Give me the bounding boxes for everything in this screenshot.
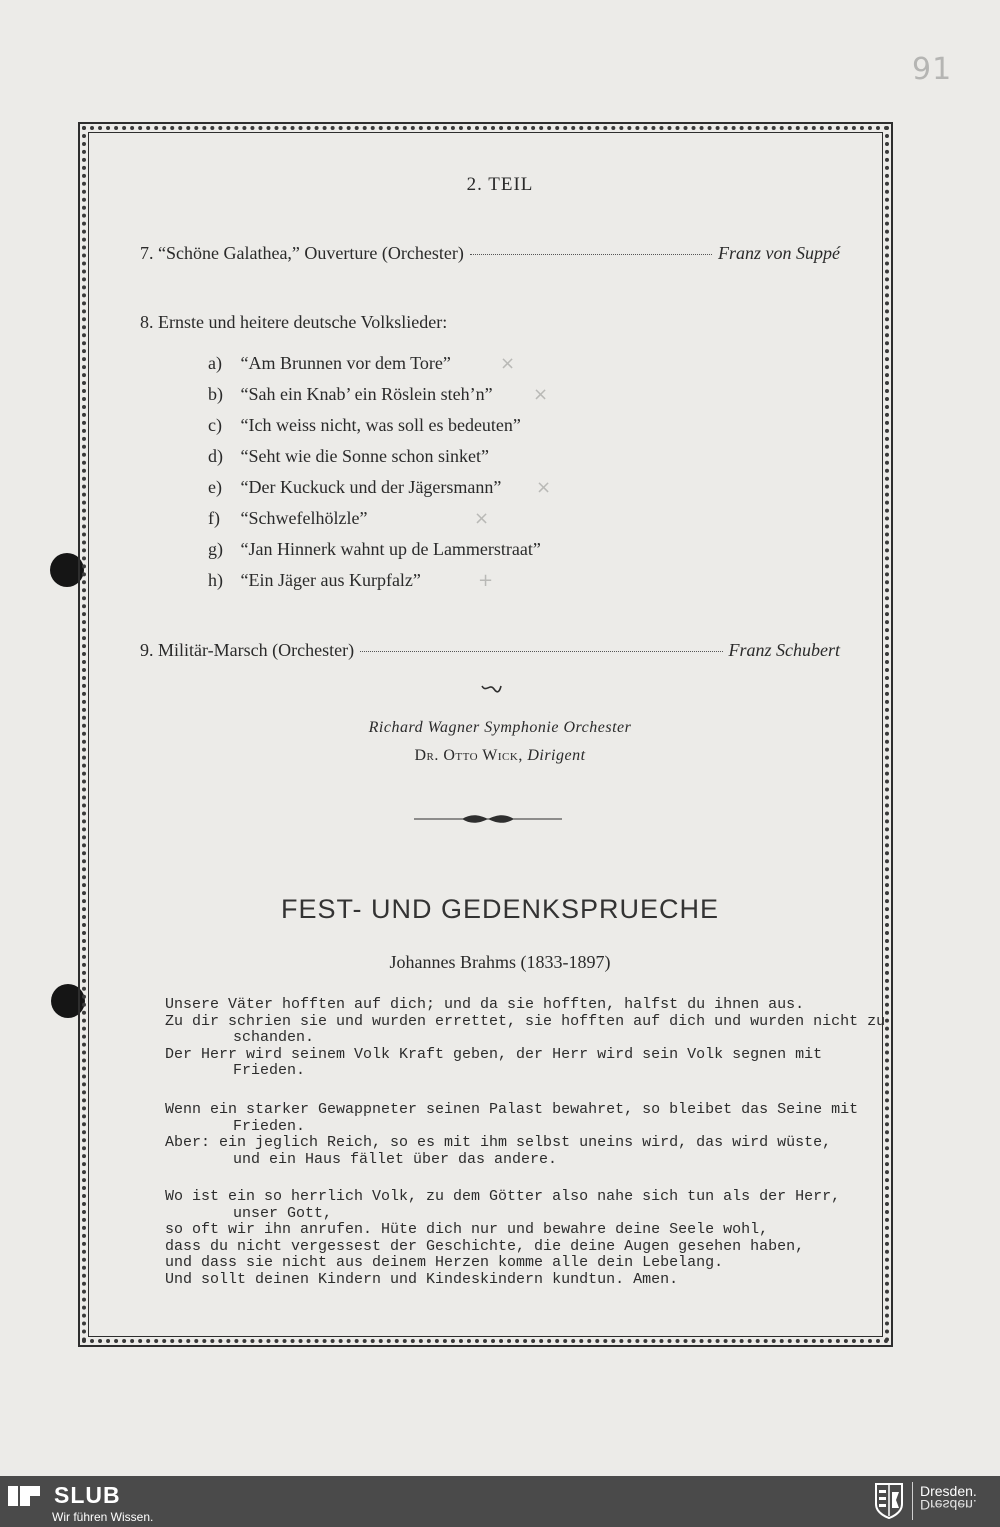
pencil-annotation: 91	[912, 52, 953, 87]
list-item: e) “Der Kuckuck und der Jägersmann” ×	[208, 477, 552, 498]
city-crest-icon	[874, 1482, 904, 1520]
list-item: d) “Seht wie die Sonne schon sinket”	[208, 446, 489, 466]
section-subtitle: Johannes Brahms (1833-1897)	[389, 952, 611, 972]
pencil-mark: ×	[474, 508, 490, 529]
verse-line: schanden.	[233, 1029, 315, 1046]
brand-tagline: Wir führen Wissen.	[52, 1510, 154, 1524]
pencil-mark: ×	[533, 384, 549, 405]
program-item-9-title: 9. Militär-Marsch (Orchester)	[140, 640, 355, 660]
list-item: b) “Sah ein Knab’ ein Röslein steh’n” ×	[208, 384, 549, 405]
verse-line: Und sollt deinen Kindern und Kindeskindern kundtun. Amen.	[165, 1270, 679, 1288]
list-item: a) “Am Brunnen vor dem Tore” ×	[208, 353, 516, 374]
program-item-7-composer: Franz von Suppé	[718, 243, 840, 263]
conductor-line	[0, 747, 1000, 765]
program-item-7-title: 7. “Schöne Galathea,” Ouverture (Orchester)	[140, 243, 464, 263]
footer-divider	[912, 1482, 913, 1520]
divider-ornament-icon	[414, 812, 562, 826]
pencil-mark: +	[478, 570, 494, 591]
pencil-mark: ×	[536, 477, 552, 498]
conductor-name: Dr. Otto Wick,	[414, 747, 523, 764]
brand-name: SLUB	[54, 1482, 121, 1508]
part-title: 2. TEIL	[466, 174, 534, 195]
verse-line: Zu dir schrien sie und wurden errettet, sie hofften auf dich und wurden nicht zu	[165, 1012, 886, 1030]
swirl-ornament-icon	[480, 681, 502, 695]
slub-logo-icon	[6, 1482, 42, 1508]
verse-line: so oft wir ihn anrufen. Hüte dich nur und bewahre deine Seele wohl,	[165, 1221, 769, 1238]
section-title: FEST- UND GEDENKSPRUECHE	[280, 894, 720, 924]
verse-line: und dass sie nicht aus deinem Herzen komme alle dein Lebelang.	[165, 1254, 724, 1271]
verse-line: unser Gott,	[233, 1204, 333, 1222]
list-item: h) “Ein Jäger aus Kurpfalz” +	[208, 570, 494, 591]
verse-line: und ein Haus fället über das andere.	[233, 1150, 558, 1168]
verse-line: Aber: ein jeglich Reich, so es mit ihm selbst uneins wird, das wird wüste,	[165, 1134, 832, 1151]
list-item: c) “Ich weiss nicht, was soll es bedeuten”	[208, 415, 521, 435]
footer-bar	[0, 1476, 1000, 1527]
verse-stanza-1	[165, 996, 886, 1080]
conductor-role: Dirigent	[527, 747, 586, 764]
verse-line: Wenn ein starker Gewappneter seinen Palast bewahret, so bleibet das Seine mit	[165, 1101, 859, 1118]
list-item: g) “Jan Hinnerk wahnt up de Lammerstraat”	[208, 539, 541, 559]
verse-line: Frieden.	[233, 1062, 306, 1079]
verse-line: Der Herr wird seinem Volk Kraft geben, der Herr wird sein Volk segnen mit	[165, 1045, 823, 1063]
program-item-9	[140, 640, 840, 661]
program-item-9-composer: Franz Schubert	[728, 640, 840, 660]
dot-leader	[470, 254, 712, 255]
verse-line: Frieden.	[233, 1117, 306, 1135]
program-item-7	[140, 243, 840, 264]
verse-stanza-2	[165, 1101, 859, 1168]
verse-line: Wo ist ein so herrlich Volk, zu dem Götter also nahe sich tun als der Herr,	[165, 1188, 841, 1205]
orchestra-name: Richard Wagner Symphonie Orchester	[368, 719, 632, 736]
list-item: f) “Schwefelhölzle” ×	[208, 508, 490, 529]
city-wordmark: Dresden. Dresden.	[920, 1483, 977, 1513]
program-item-8-heading: 8. Ernste und heitere deutsche Volkslieder:	[140, 312, 448, 332]
verse-line: dass du nicht vergessest der Geschichte, die deine Augen gesehen haben,	[165, 1237, 805, 1255]
song-list	[208, 353, 552, 601]
dot-leader	[360, 651, 722, 652]
verse-stanza-3	[165, 1188, 841, 1288]
pencil-mark: ×	[500, 353, 516, 374]
verse-line: Unsere Väter hofften auf dich; und da sie hofften, halfst du ihnen aus.	[165, 996, 805, 1013]
